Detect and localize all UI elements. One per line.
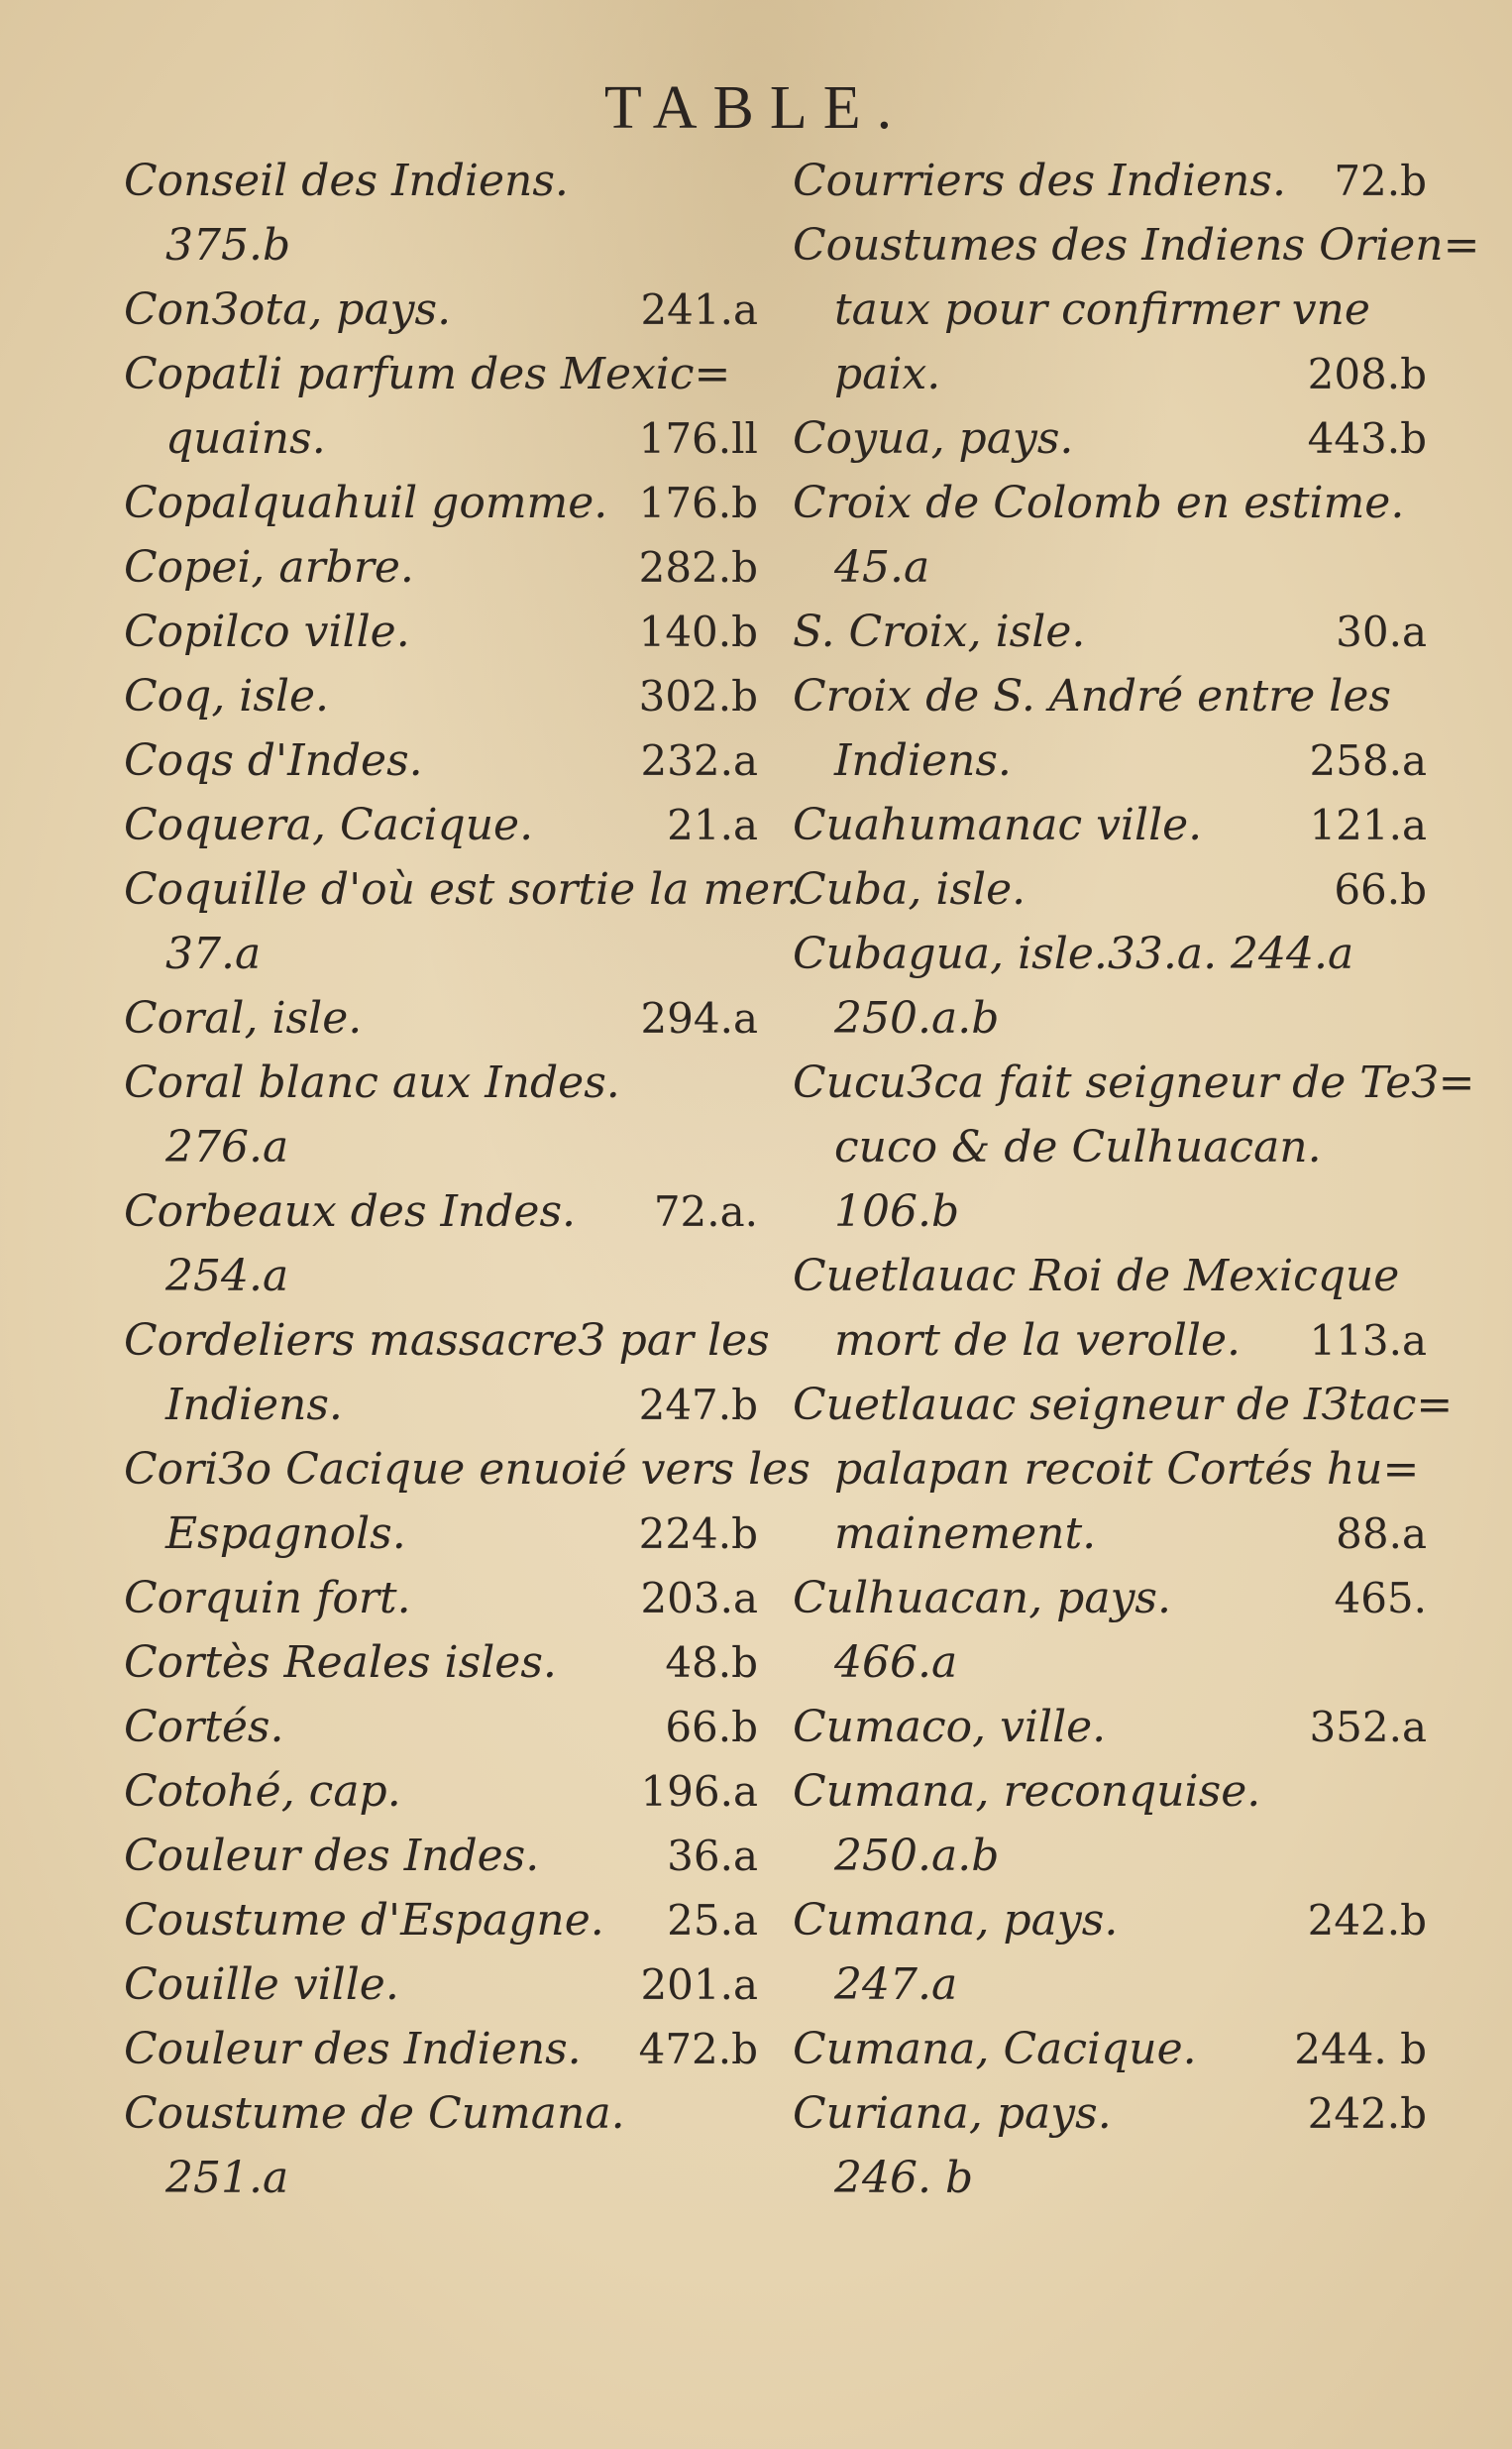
entry-text: Indiens. bbox=[165, 1380, 343, 1430]
index-entry bbox=[124, 1502, 758, 1566]
page-reference: 282.b bbox=[638, 543, 758, 592]
index-entry bbox=[124, 149, 758, 213]
entry-text: 276.a bbox=[165, 1122, 289, 1172]
index-entry bbox=[793, 1179, 1427, 1244]
index-entry bbox=[124, 600, 758, 664]
index-entry bbox=[793, 1630, 1427, 1695]
index-entry bbox=[124, 1630, 758, 1695]
page-reference: 208.b bbox=[1307, 350, 1427, 398]
index-entry bbox=[124, 342, 758, 406]
entry-text: 45.a bbox=[834, 542, 930, 593]
page-reference: 121.a bbox=[1309, 801, 1427, 849]
entry-text: Coustume d'Espagne. bbox=[124, 1895, 604, 1946]
index-entry bbox=[124, 1051, 758, 1115]
page-reference: 203.a bbox=[640, 1574, 758, 1622]
entry-text: Copalquahuil gomme. bbox=[124, 478, 608, 528]
index-entry bbox=[793, 1308, 1427, 1373]
entry-text: CoriЗo Cacique enuoié vers les bbox=[124, 1444, 810, 1495]
entry-text: S. Croix, isle. bbox=[793, 607, 1086, 657]
page-reference: 443.b bbox=[1307, 414, 1427, 463]
index-entry bbox=[124, 213, 758, 278]
index-entry bbox=[124, 1824, 758, 1888]
page-reference: 247.b bbox=[638, 1381, 758, 1429]
index-entry bbox=[124, 1437, 810, 1502]
page-reference: 241.a bbox=[640, 285, 758, 334]
index-entry bbox=[124, 2017, 758, 2081]
index-entry bbox=[793, 2146, 1427, 2210]
index-entry bbox=[793, 535, 1427, 600]
index-entry bbox=[124, 728, 758, 793]
page-reference: 36.a bbox=[667, 1832, 758, 1880]
index-entry bbox=[124, 1566, 758, 1630]
page-reference: 66.b bbox=[665, 1703, 758, 1751]
page-reference: 140.b bbox=[638, 608, 758, 656]
entry-text: Cumana, reconquise. bbox=[793, 1766, 1261, 1817]
index-entry bbox=[793, 2081, 1427, 2146]
page-reference: 258.a bbox=[1309, 736, 1427, 785]
index-entry bbox=[793, 1115, 1427, 1179]
entry-text: Courriers des Indiens. bbox=[793, 156, 1286, 206]
entry-text: Copei, arbre. bbox=[124, 542, 414, 593]
index-entry bbox=[793, 1244, 1427, 1308]
entry-text: Coq, isle. bbox=[124, 671, 330, 722]
entry-text: 106.b bbox=[834, 1186, 960, 1237]
index-entry bbox=[793, 149, 1427, 213]
entry-text: cuco & de Culhuacan. bbox=[834, 1122, 1322, 1172]
index-entry bbox=[793, 857, 1427, 922]
right-column bbox=[793, 149, 1480, 2210]
entry-text: Corbeaux des Indes. bbox=[124, 1186, 577, 1237]
page-reference: 25.a bbox=[667, 1896, 758, 1945]
entry-text: Cuetlauac seigneur de IЗtac= bbox=[793, 1380, 1454, 1430]
entry-text: Couleur des Indiens. bbox=[124, 2024, 582, 2074]
page-reference: 224.b bbox=[638, 1509, 758, 1558]
entry-text: Coquille d'où est sortie la mer. bbox=[124, 864, 801, 915]
index-entry bbox=[124, 471, 758, 535]
index-entry bbox=[124, 664, 758, 728]
entry-text: Couleur des Indes. bbox=[124, 1831, 540, 1881]
entry-text: 250.a.b bbox=[834, 1831, 1000, 1881]
entry-text: Coral, isle. bbox=[124, 993, 363, 1044]
page-reference: 48.b bbox=[665, 1638, 758, 1687]
page-reference: 242.b bbox=[1307, 1896, 1427, 1945]
page-reference: 201.a bbox=[640, 1960, 758, 2009]
index-entry bbox=[124, 1308, 770, 1373]
index-entry bbox=[793, 1888, 1427, 1952]
entry-text: 246. b bbox=[834, 2153, 974, 2203]
page-reference: 66.b bbox=[1334, 865, 1427, 914]
index-entry bbox=[793, 1759, 1427, 1824]
index-entry bbox=[124, 535, 758, 600]
entry-text: Coyua, pays. bbox=[793, 413, 1074, 464]
entry-text: 247.a bbox=[834, 1959, 958, 2010]
entry-text: Cuetlauac Roi de Mexicque bbox=[793, 1251, 1400, 1301]
entry-text: Coustume de Cumana. bbox=[124, 2088, 625, 2139]
page-reference: 302.b bbox=[638, 672, 758, 721]
page-reference: 176.b bbox=[638, 479, 758, 527]
index-entry bbox=[124, 1115, 758, 1179]
index-entry bbox=[793, 1824, 1427, 1888]
entry-text: Croix de Colomb en estime. bbox=[793, 478, 1405, 528]
entry-text: paix. bbox=[834, 349, 941, 399]
entry-text: Curiana, pays. bbox=[793, 2088, 1112, 2139]
page-title: TABLE. bbox=[603, 74, 909, 142]
entry-text: mort de la verolle. bbox=[834, 1315, 1241, 1366]
entry-text: Cordeliers massacreЗ par les bbox=[124, 1315, 770, 1366]
index-entry bbox=[793, 1695, 1427, 1759]
page-reference: 244. b bbox=[1294, 2025, 1427, 2073]
entry-text: Cubagua, isle.33.a. 244.a bbox=[793, 929, 1354, 979]
page-reference: 472.b bbox=[638, 2025, 758, 2073]
index-entry bbox=[793, 278, 1427, 342]
index-entry bbox=[124, 1952, 758, 2017]
page-reference: 72.b bbox=[1334, 157, 1427, 205]
entry-text: Coqs d'Indes. bbox=[124, 735, 423, 786]
entry-text: Cumana, pays. bbox=[793, 1895, 1119, 1946]
index-entry bbox=[124, 2081, 758, 2146]
index-entry bbox=[124, 857, 801, 922]
index-entry bbox=[124, 793, 758, 857]
page-reference: 30.a bbox=[1336, 608, 1427, 656]
index-entry bbox=[793, 1051, 1475, 1115]
index-entry bbox=[793, 793, 1427, 857]
entry-text: palapan recoit Cortés hu= bbox=[834, 1444, 1420, 1495]
index-entry bbox=[793, 1437, 1427, 1502]
index-entry bbox=[793, 1566, 1427, 1630]
entry-text: 254.a bbox=[165, 1251, 289, 1301]
index-entry bbox=[124, 1244, 758, 1308]
index-entry bbox=[124, 406, 758, 471]
page-reference: 88.a bbox=[1336, 1509, 1427, 1558]
entry-text: Culhuacan, pays. bbox=[793, 1573, 1171, 1623]
page-reference: 294.a bbox=[640, 994, 758, 1043]
entry-text: Coquera, Cacique. bbox=[124, 800, 534, 850]
page-reference: 176.ll bbox=[638, 414, 758, 463]
index-entry bbox=[124, 986, 758, 1051]
index-entry bbox=[793, 406, 1427, 471]
entry-text: Espagnols. bbox=[165, 1508, 406, 1559]
page-reference: 72.a. bbox=[653, 1187, 758, 1236]
index-entry bbox=[793, 342, 1427, 406]
index-entry bbox=[793, 471, 1427, 535]
entry-text: Coral blanc aux Indes. bbox=[124, 1058, 620, 1108]
entry-text: quains. bbox=[165, 413, 326, 464]
entry-text: Copatli parfum des Mexic= bbox=[124, 349, 731, 399]
entry-text: 37.a bbox=[165, 929, 262, 979]
entry-text: Couille ville. bbox=[124, 1959, 399, 2010]
entry-text: Cortés. bbox=[124, 1702, 284, 1752]
index-entry bbox=[793, 728, 1427, 793]
index-entry bbox=[124, 922, 758, 986]
index-entry bbox=[793, 2017, 1427, 2081]
index-entry bbox=[124, 1373, 758, 1437]
left-column bbox=[124, 149, 810, 2210]
index-entry bbox=[124, 1888, 758, 1952]
page-reference: 113.a bbox=[1309, 1316, 1427, 1365]
page-reference: 352.a bbox=[1309, 1703, 1427, 1751]
index-entry bbox=[793, 922, 1427, 986]
entry-text: Conseil des Indiens. bbox=[124, 156, 569, 206]
entry-text: Cumana, Cacique. bbox=[793, 2024, 1197, 2074]
entry-text: ConЗota, pays. bbox=[124, 284, 452, 335]
index-entry bbox=[793, 600, 1427, 664]
page-reference: 196.a bbox=[640, 1767, 758, 1816]
entry-text: 466.a bbox=[834, 1637, 958, 1688]
entry-text: Corquin fort. bbox=[124, 1573, 411, 1623]
entry-text: 251.a bbox=[165, 2153, 289, 2203]
index-entry bbox=[793, 213, 1480, 278]
page-reference: 232.a bbox=[640, 736, 758, 785]
page-reference: 21.a bbox=[667, 801, 758, 849]
entry-text: mainement. bbox=[834, 1508, 1097, 1559]
entry-text: CucuЗca fait seigneur de TeЗ= bbox=[793, 1058, 1475, 1108]
entry-text: Cortès Reales isles. bbox=[124, 1637, 557, 1688]
index-entry bbox=[793, 986, 1427, 1051]
index-entry bbox=[793, 1373, 1454, 1437]
entry-text: Cuba, isle. bbox=[793, 864, 1026, 915]
page-reference: 242.b bbox=[1307, 2089, 1427, 2138]
entry-text: Copilco ville. bbox=[124, 607, 410, 657]
entry-text: 250.a.b bbox=[834, 993, 1000, 1044]
entry-text: Cotohé, cap. bbox=[124, 1766, 401, 1817]
entry-text: taux pour confirmer vne bbox=[834, 284, 1370, 335]
entry-text: Coustumes des Indiens Orien= bbox=[793, 220, 1480, 271]
index-entry bbox=[124, 1179, 758, 1244]
entry-text: Indiens. bbox=[834, 735, 1012, 786]
entry-text: Croix de S. André entre les bbox=[793, 671, 1391, 722]
index-entry bbox=[124, 2146, 758, 2210]
index-entry bbox=[793, 664, 1427, 728]
index-entry bbox=[793, 1952, 1427, 2017]
page-reference: 465. bbox=[1334, 1574, 1427, 1622]
entry-text: Cumaco, ville. bbox=[793, 1702, 1107, 1752]
index-entry bbox=[124, 1695, 758, 1759]
entry-text: 375.b bbox=[165, 220, 291, 271]
index-entry bbox=[793, 1502, 1427, 1566]
index-entry bbox=[124, 278, 758, 342]
entry-text: Cuahumanac ville. bbox=[793, 800, 1203, 850]
index-entry bbox=[124, 1759, 758, 1824]
